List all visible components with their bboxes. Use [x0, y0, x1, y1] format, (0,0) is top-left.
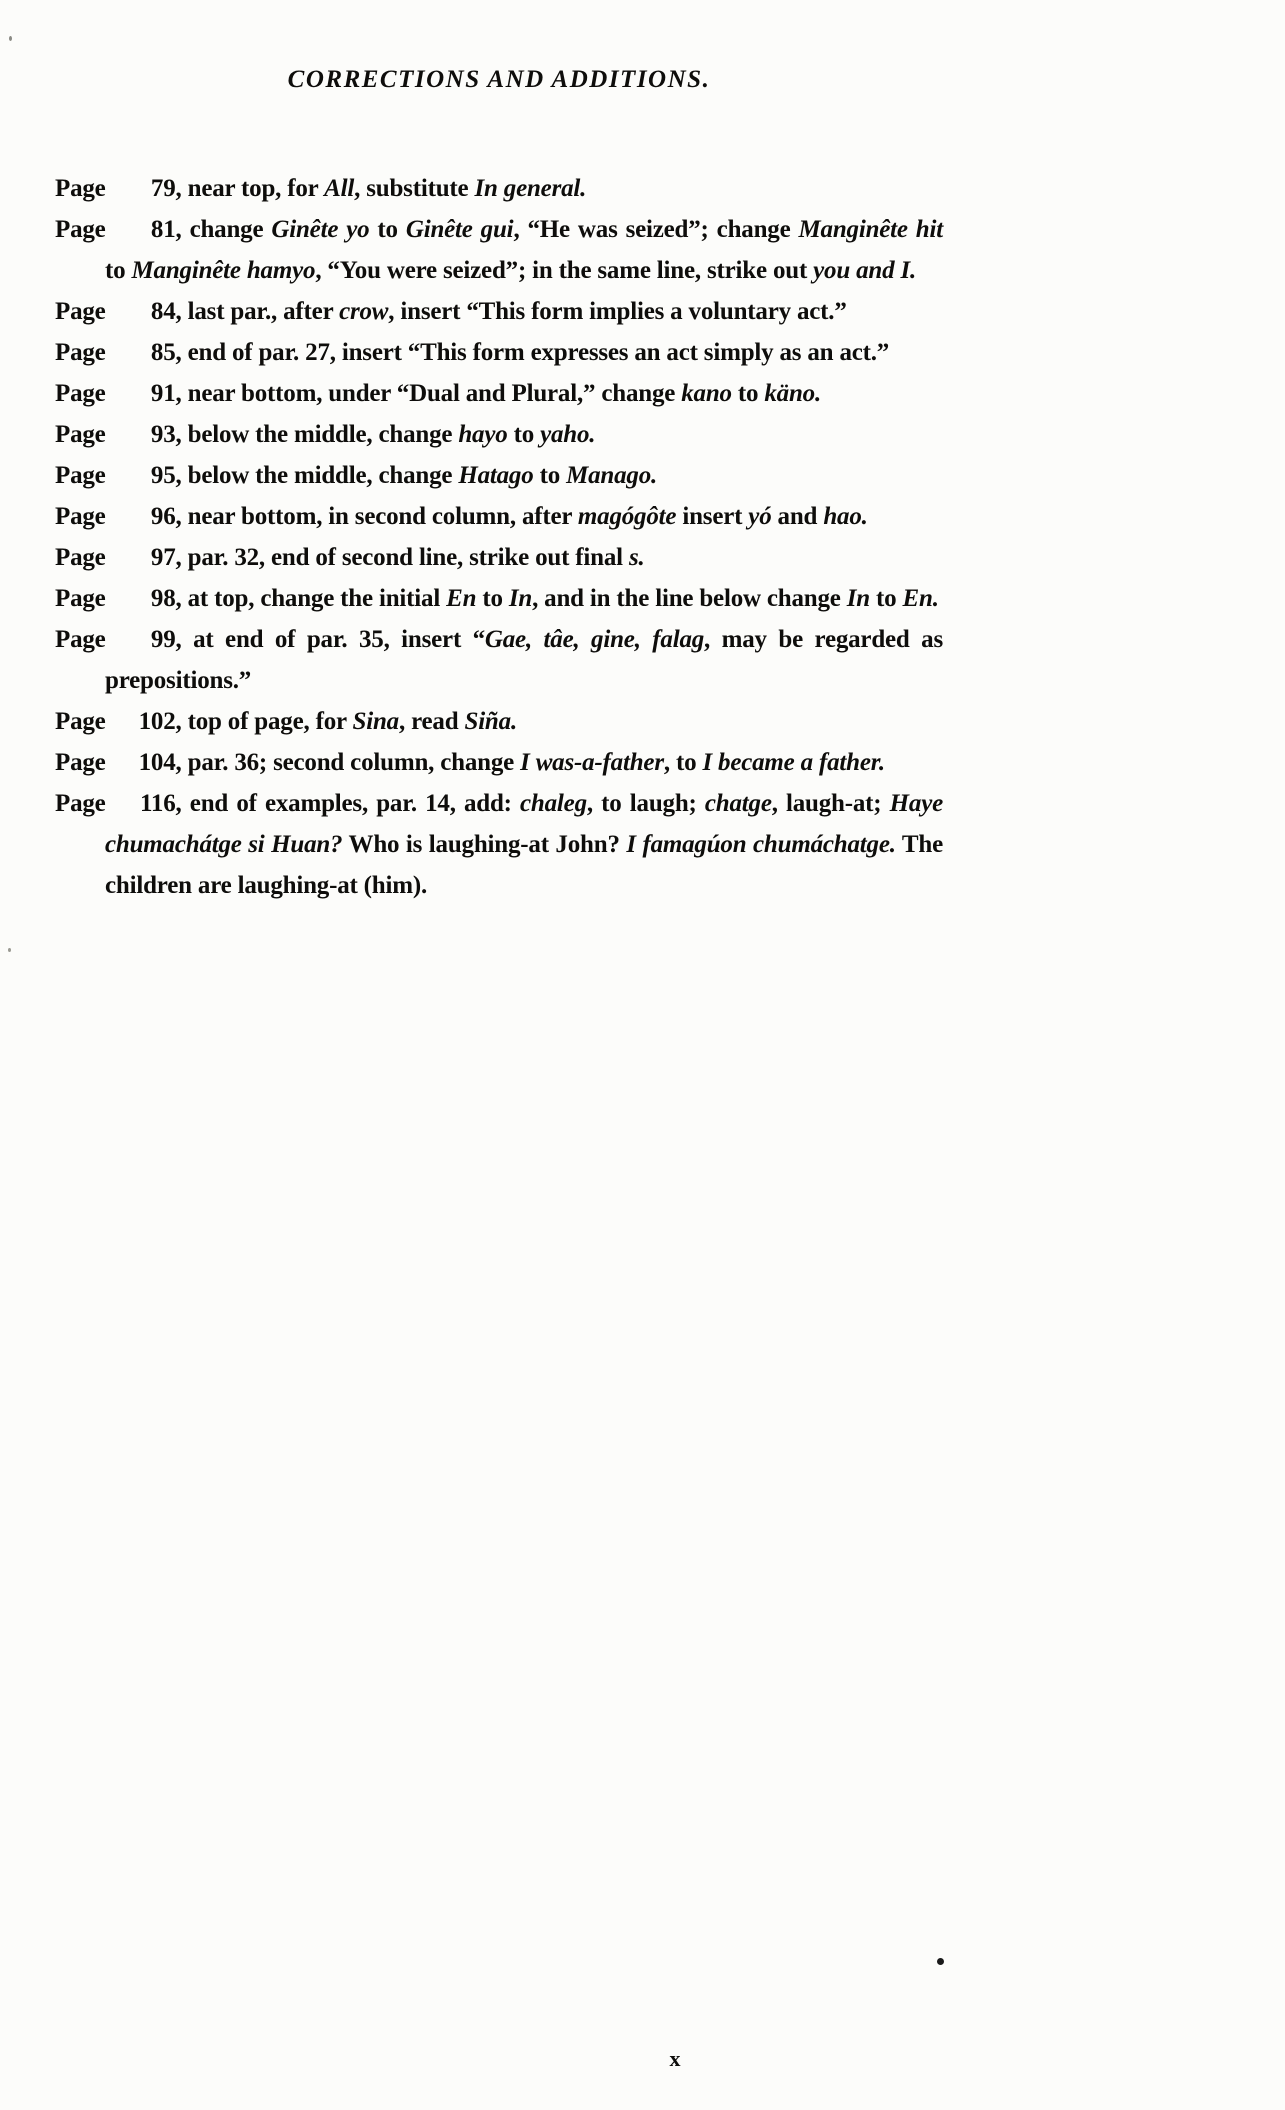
page-label: Page: [55, 749, 106, 776]
correction-entry: [55, 332, 943, 373]
text-run: , substitute: [354, 175, 475, 202]
page-number-ref: 116,: [140, 790, 182, 817]
text-run: to: [533, 462, 567, 489]
italic-term: In general.: [474, 175, 587, 202]
correction-entry: [55, 209, 943, 291]
italic-term: I became a father.: [702, 749, 885, 776]
text-run: to: [476, 585, 509, 612]
correction-entry: [55, 619, 943, 701]
page-label: Page: [55, 790, 106, 817]
text-run: , to laugh;: [586, 790, 705, 817]
text-run: Who is laughing-at John?: [342, 831, 627, 858]
text-run: at top, change the initial: [181, 585, 447, 612]
italic-term: Sina: [352, 708, 399, 735]
text-run: near top, for: [181, 175, 325, 202]
page-label: Page: [55, 339, 106, 366]
text-run: and: [771, 503, 824, 530]
ink-speck: [8, 948, 11, 952]
text-run: near bottom, in second column, after: [181, 503, 578, 530]
page-number-ref: 102,: [138, 708, 182, 735]
page-label: Page: [55, 175, 106, 202]
italic-term: kano: [681, 380, 732, 407]
italic-term: In: [846, 585, 870, 612]
italic-term: käno.: [764, 380, 822, 407]
page-number-ref: 99,: [150, 626, 182, 653]
page-label: Page: [55, 462, 106, 489]
page-number: x: [669, 2046, 681, 2071]
italic-term: yaho.: [540, 421, 596, 448]
text-run: to: [105, 257, 132, 284]
ink-speck: [9, 36, 12, 41]
text-run: to: [369, 216, 406, 243]
text-run: top of page, for: [181, 708, 353, 735]
italic-term: In: [508, 585, 533, 612]
italic-term: Manago.: [566, 462, 658, 489]
italic-term: I was-a-father: [520, 749, 664, 776]
text-run: change: [181, 216, 272, 243]
correction-entry: [55, 701, 943, 742]
text-run: , read: [398, 708, 465, 735]
text-run: to: [870, 585, 903, 612]
text-run: , may be regarded as prepositions.”: [105, 626, 943, 694]
italic-term: you and I.: [813, 257, 917, 284]
text-run: , “You were seized”; in the same line, strike out: [315, 257, 814, 284]
text-run: to: [731, 380, 765, 407]
italic-term: chaleg: [520, 790, 587, 817]
text-run: last par., after: [181, 298, 340, 325]
text-run: to: [507, 421, 541, 448]
italic-term: Hatago: [458, 462, 534, 489]
italic-term: Ginête gui: [405, 216, 514, 243]
page-label: Page: [55, 626, 106, 653]
italic-term: I famagúon chumáchatge.: [626, 831, 896, 858]
page-number-ref: 91,: [150, 380, 182, 407]
italic-term: All: [324, 175, 355, 202]
italic-term: Gae, tâe, gine, falag: [484, 626, 705, 653]
italic-term: hao.: [823, 503, 868, 530]
page-number-ref: 85,: [150, 339, 182, 366]
page-title: CORRECTIONS AND ADDITIONS.: [287, 66, 711, 93]
page-label: Page: [55, 421, 106, 448]
page-label: Page: [55, 544, 106, 571]
correction-entry: [55, 414, 943, 455]
italic-term: chatge: [704, 790, 772, 817]
page-number-ref: 97,: [150, 544, 182, 571]
correction-entry: [55, 537, 943, 578]
correction-entry: [55, 742, 943, 783]
corrections-list: [55, 168, 943, 906]
page-number-ref: 93,: [150, 421, 182, 448]
page-number-ref: 104,: [138, 749, 182, 776]
italic-term: s.: [628, 544, 645, 571]
text-run: , “He was seized”; change: [513, 216, 799, 243]
page-number-ref: 79,: [150, 175, 182, 202]
text-run: par. 32, end of second line, strike out final: [181, 544, 629, 571]
text-run: par. 36; second column, change: [181, 749, 521, 776]
page-number-ref: 95,: [150, 462, 182, 489]
italic-term: Haye chumachátge si Huan?: [105, 790, 943, 858]
page-number-ref: 81,: [150, 216, 182, 243]
page-number-ref: 84,: [150, 298, 182, 325]
correction-entry: [55, 496, 943, 537]
correction-entry: [55, 783, 943, 906]
text-run: , laugh-at;: [771, 790, 890, 817]
italic-term: yó: [748, 503, 772, 530]
text-run: below the middle, change: [181, 462, 459, 489]
italic-term: magógôte: [577, 503, 677, 530]
italic-term: crow: [339, 298, 389, 325]
correction-entry: [55, 373, 943, 414]
page-number-ref: 98,: [150, 585, 182, 612]
page-label: Page: [55, 585, 106, 612]
italic-term: En.: [902, 585, 939, 612]
italic-term: hayo: [458, 421, 508, 448]
page-label: Page: [55, 708, 106, 735]
text-run: , and in the line below change: [532, 585, 847, 612]
page-label: Page: [55, 380, 106, 407]
italic-term: Manginête hamyo: [131, 257, 316, 284]
text-run: , to: [663, 749, 703, 776]
text-run: insert: [676, 503, 749, 530]
page-number-ref: 96,: [150, 503, 182, 530]
page-label: Page: [55, 216, 106, 243]
page-label: Page: [55, 503, 106, 530]
correction-entry: [55, 168, 943, 209]
text-run: at end of par. 35, insert “: [181, 626, 485, 653]
ink-speck: [937, 1958, 944, 1965]
italic-term: Ginête yo: [271, 216, 370, 243]
italic-term: Manginête hit: [798, 216, 943, 243]
text-run: The children are laughing-at (him).: [105, 831, 943, 899]
text-run: , insert “This form implies a voluntary act.”: [388, 298, 847, 325]
italic-term: En: [446, 585, 477, 612]
text-run: end of examples, par. 14, add:: [181, 790, 521, 817]
text-run: end of par. 27, insert “This form expresses an act simply as an act.”: [181, 339, 890, 366]
correction-entry: [55, 578, 943, 619]
page-label: Page: [55, 298, 106, 325]
correction-entry: [55, 455, 943, 496]
text-run: below the middle, change: [181, 421, 459, 448]
correction-entry: [55, 291, 943, 332]
text-run: near bottom, under “Dual and Plural,” change: [181, 380, 682, 407]
italic-term: Siña.: [464, 708, 517, 735]
